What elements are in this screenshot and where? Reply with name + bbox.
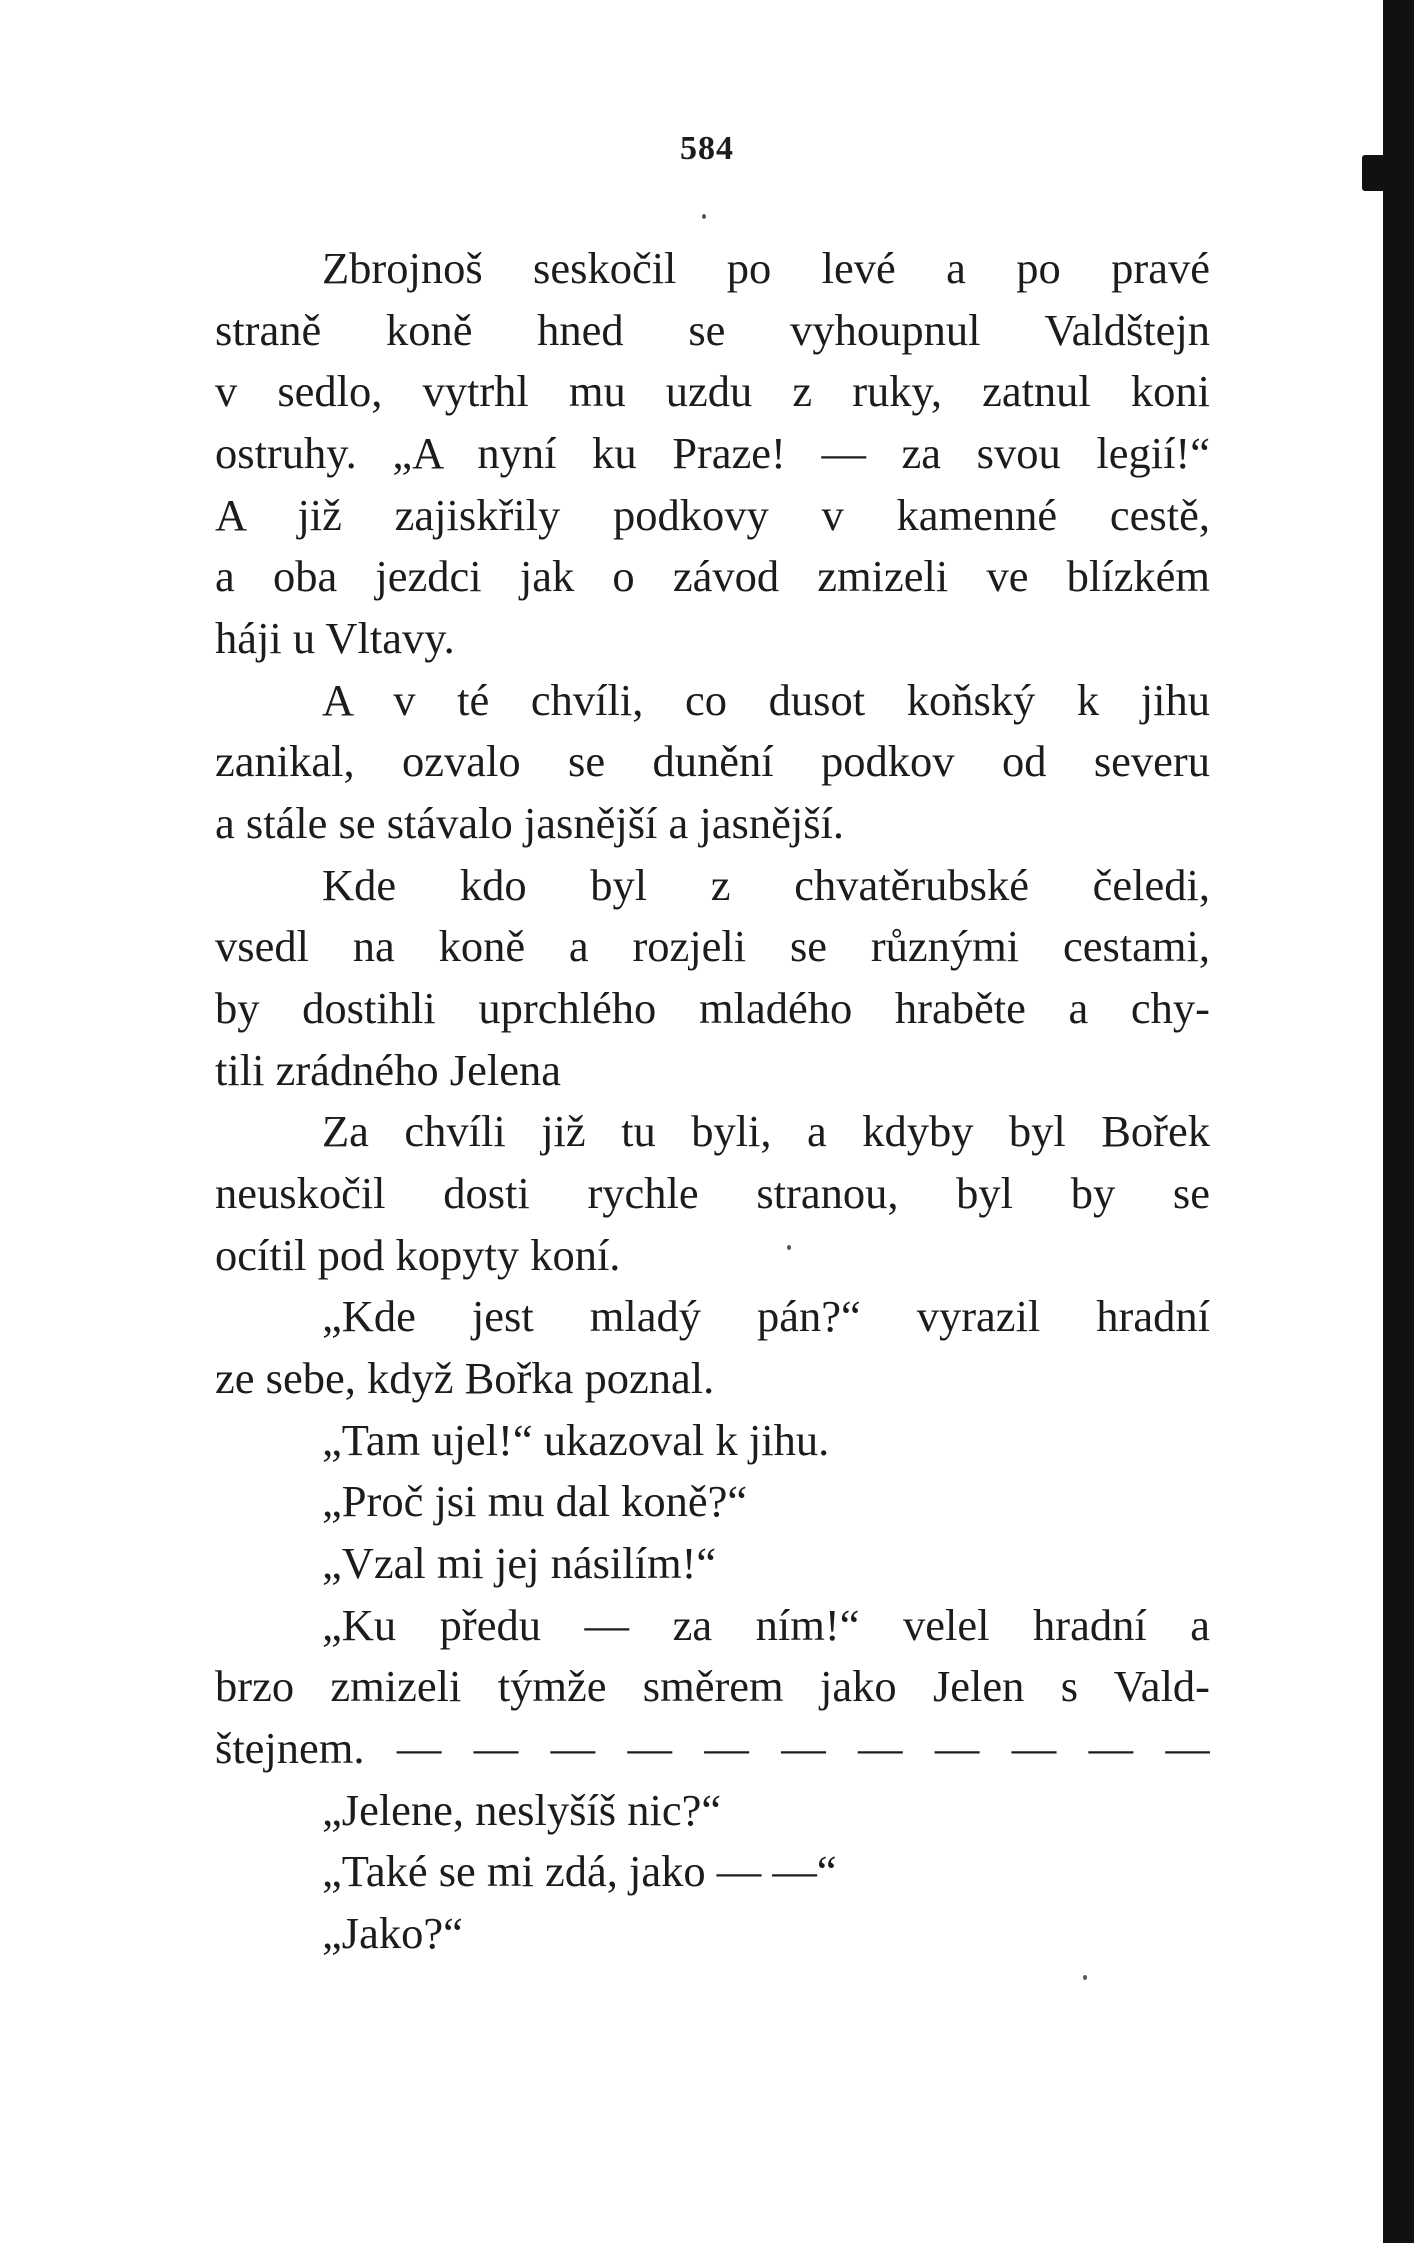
text-line: v sedlo, vytrhl mu uzdu z ruky, zatnul koni xyxy=(215,366,1210,416)
text-line: Za chvíli již tu byli, a kdyby byl Bořek xyxy=(322,1106,1210,1156)
text-line: Zbrojnoš seskočil po levé a po pravé xyxy=(322,243,1210,293)
text-line: a stále se stávalo jasnější a jasnější. xyxy=(215,798,844,848)
text-line: háji u Vltavy. xyxy=(215,613,455,663)
scan-speck xyxy=(1083,1975,1087,1980)
text-line: a oba jezdci jak o závod zmizeli ve blízkém xyxy=(215,551,1210,601)
text-line: A již zajiskřily podkovy v kamenné cestě, xyxy=(215,490,1210,540)
text-line: A v té chvíli, co dusot koňský k jihu xyxy=(322,675,1210,725)
text-line: brzo zmizeli týmže směrem jako Jelen s Vald- xyxy=(215,1661,1210,1711)
text-line: Kde kdo byl z chvatěrubské čeledi, xyxy=(322,860,1210,910)
text-line: straně koně hned se vyhoupnul Valdštejn xyxy=(215,305,1210,355)
text-line: tili zrádného Jelena xyxy=(215,1045,561,1095)
text-line: ze sebe, když Bořka poznal. xyxy=(215,1353,715,1403)
text-line: „Kde jest mladý pán?“ vyrazil hradní xyxy=(322,1291,1210,1341)
text-line: by dostihli uprchlého mladého hraběte a chy- xyxy=(215,983,1210,1033)
scan-speck xyxy=(702,214,706,219)
text-line: „Vzal mi jej násilím!“ xyxy=(322,1538,717,1588)
text-line: „Jelene, neslyšíš nic?“ xyxy=(322,1785,722,1835)
text-line: ocítil pod kopyty koní. xyxy=(215,1230,621,1280)
scan-speck xyxy=(787,1245,791,1250)
binding-edge xyxy=(1383,0,1414,2243)
page-number: 584 xyxy=(680,130,734,167)
text-line: „Ku předu — za ním!“ velel hradní a xyxy=(322,1600,1210,1650)
text-line: „Jako?“ xyxy=(322,1908,463,1958)
text-line: „Také se mi zdá, jako — —“ xyxy=(322,1846,837,1896)
text-line: vsedl na koně a rozjeli se různými cestami, xyxy=(215,921,1210,971)
text-line: neuskočil dosti rychle stranou, byl by se xyxy=(215,1168,1210,1218)
text-line: „Tam ujel!“ ukazoval k jihu. xyxy=(322,1415,830,1465)
text-line: „Proč jsi mu dal koně?“ xyxy=(322,1476,748,1526)
text-line: ostruhy. „A nyní ku Praze! — za svou legií!“ xyxy=(215,428,1210,478)
text-line: štejnem. — — — — — — — — — — — xyxy=(215,1723,1210,1773)
text-line: zanikal, ozvalo se dunění podkov od severu xyxy=(215,736,1210,786)
